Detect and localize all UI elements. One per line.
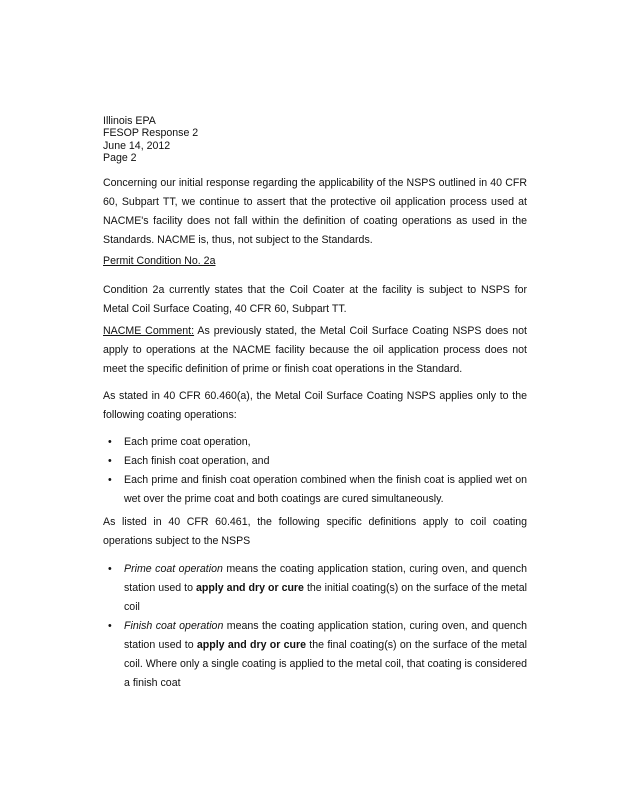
definition-term: Finish coat operation [124,620,224,632]
operations-list [108,433,527,509]
definition-term: Prime coat operation [124,563,223,575]
definition-text: means the coating application station, curing oven, and quench station used to [124,563,527,594]
letter-header [103,115,198,164]
bullet-icon: • [108,620,112,632]
list-item [108,471,527,509]
list-item [108,433,527,452]
list-item-text: Each finish coat operation, and [124,455,270,467]
bullet-icon: • [108,563,112,575]
bullet-icon: • [108,455,112,467]
bullet-icon: • [108,474,112,486]
recipient: Illinois EPA [103,115,156,127]
as-listed-paragraph: As listed in 40 CFR 60.461, the following specific definitions apply to coil coating operations subject to the NSPS [103,516,527,547]
definition-emphasis: apply and dry or cure [196,582,304,594]
definition-text: the final coating(s) on the surface of the metal coil. Where only a single coating is applied to the metal coil, that coating is considered a finish coat [124,639,527,689]
page-number: Page 2 [103,151,137,164]
subject: FESOP Response 2 [103,127,199,140]
definition-emphasis: apply and dry or cure [196,639,307,651]
condition-paragraph: Condition 2a currently states that the Coil Coater at the facility is subject to NSPS for Metal Coil Surface Coating, 40 CFR 60, Subpart TT. [103,284,527,315]
definition-item [108,560,527,617]
intro-paragraph: Concerning our initial response regarding the applicability of the NSPS outlined in 40 CFR 60, Subpart TT, we continue to assert that the protective oil application process used at NACME's facility does not fall within the definition of coating operations as used in the Standards. NACME is, thus, not subject to the Standards. [103,177,527,246]
permit-heading [103,252,527,271]
list-item [108,452,527,471]
comment-paragraph [103,322,527,379]
comment-label: NACME Comment: [103,325,195,337]
permit-heading-text: Permit Condition No. 2a [103,255,216,267]
list-item-text: Each prime and finish coat operation combined when the finish coat is applied wet on wet over the prime coat and both coatings are cured simultaneously. [124,474,527,505]
definitions-list [108,560,527,693]
definition-text: the initial coating(s) on the surface of the metal coil [124,582,527,613]
definition-item [108,617,527,693]
comment-text: As previously stated, the Metal Coil Surface Coating NSPS does not apply to operations at the NACME facility because the oil application process does not meet the specific definition of prime or finish coat operations in the Standard. [103,325,528,375]
list-item-text: Each prime coat operation, [124,436,251,448]
bullet-icon: • [108,436,112,448]
definition-text: means the coating application station, curing oven, and quench station used to [124,620,527,651]
date: June 14, 2012 [103,139,171,152]
as-stated-paragraph: As stated in 40 CFR 60.460(a), the Metal Coil Surface Coating NSPS applies only to the following coating operations: [103,390,527,421]
